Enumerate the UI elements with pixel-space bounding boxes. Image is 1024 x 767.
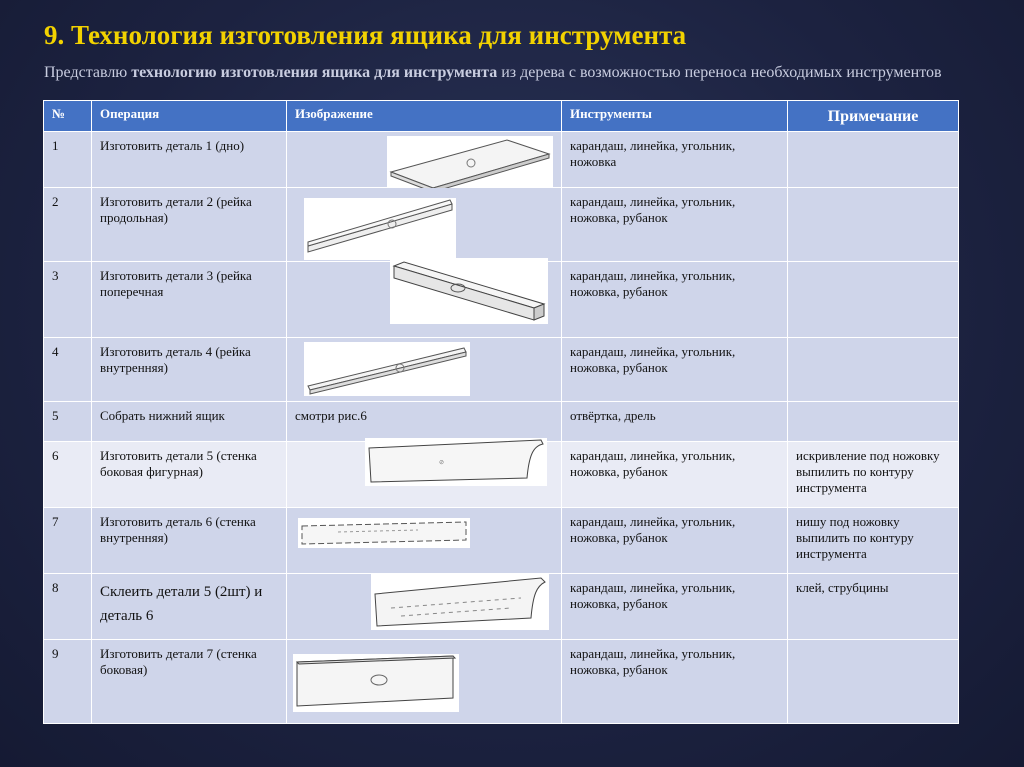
row-num: 1 xyxy=(44,132,92,188)
header-note: Примечание xyxy=(788,101,959,132)
header-tools: Инструменты xyxy=(562,101,788,132)
row-num: 3 xyxy=(44,262,92,338)
row-num: 5 xyxy=(44,402,92,442)
table-row xyxy=(44,574,959,640)
row-note xyxy=(788,188,959,262)
row-image xyxy=(287,508,562,574)
row-image-ref: смотри рис.6 xyxy=(287,402,562,442)
operations-table xyxy=(43,100,958,724)
row-operation: Изготовить деталь 1 (дно) xyxy=(92,132,287,188)
row-image xyxy=(287,574,562,640)
svg-text:⊘: ⊘ xyxy=(439,460,445,466)
row-tools: карандаш, линейка, угольник, ножовка, рубанок xyxy=(562,188,788,262)
row-image xyxy=(287,262,562,338)
row-image xyxy=(287,338,562,402)
row-note xyxy=(788,402,959,442)
subtitle: Представлю технологию изготовления ящика для инструмента из дерева с возможностью переноса необходимых инструментов xyxy=(44,64,942,81)
row-tools: карандаш, линейка, угольник, ножовка, рубанок xyxy=(562,574,788,640)
row-num: 4 xyxy=(44,338,92,402)
row-operation: Изготовить деталь 6 (стенка внутренняя) xyxy=(92,508,287,574)
row-tools: отвёртка, дрель xyxy=(562,402,788,442)
part-4-inner-rail-drawing xyxy=(304,342,470,396)
header-operation: Операция xyxy=(92,101,287,132)
row-note xyxy=(788,640,959,724)
row-num: 7 xyxy=(44,508,92,574)
row-operation: Изготовить деталь 4 (рейка внутренняя) xyxy=(92,338,287,402)
row-tools: карандаш, линейка, угольник, ножовка, рубанок xyxy=(562,338,788,402)
row-image xyxy=(287,132,562,188)
part-3-cross-rail-drawing xyxy=(390,258,548,324)
table-row xyxy=(44,508,959,574)
row-note xyxy=(788,262,959,338)
row-image xyxy=(287,442,562,508)
row-operation: Изготовить детали 7 (стенка боковая) xyxy=(92,640,287,724)
row-operation: Склеить детали 5 (2шт) и деталь 6 xyxy=(92,574,287,640)
row-num: 2 xyxy=(44,188,92,262)
row-tools: карандаш, линейка, угольник, ножовка, рубанок xyxy=(562,262,788,338)
table-row xyxy=(44,188,959,262)
row-operation: Изготовить детали 5 (стенка боковая фигурная) xyxy=(92,442,287,508)
part-7-side-wall-drawing xyxy=(293,654,459,712)
row-note xyxy=(788,338,959,402)
table-row xyxy=(44,442,959,508)
part-2-longitudinal-rail-drawing xyxy=(304,198,456,260)
table-row xyxy=(44,402,959,442)
row-note: клей, струбцины xyxy=(788,574,959,640)
table-row xyxy=(44,640,959,724)
part-5-shaped-side-wall-drawing xyxy=(365,438,547,486)
row-operation: Изготовить детали 2 (рейка продольная) xyxy=(92,188,287,262)
table-row xyxy=(44,262,959,338)
slide-title: 9. Технология изготовления ящика для инструмента xyxy=(44,20,687,50)
table-header-row xyxy=(44,101,959,132)
row-operation: Изготовить детали 3 (рейка поперечная xyxy=(92,262,287,338)
row-note: искривление под ножовку выпилить по контуру инструмента xyxy=(788,442,959,508)
row-num: 8 xyxy=(44,574,92,640)
row-operation: Собрать нижний ящик xyxy=(92,402,287,442)
row-note: нишу под ножовку выпилить по контуру инструмента xyxy=(788,508,959,574)
row-num: 6 xyxy=(44,442,92,508)
table-row xyxy=(44,132,959,188)
row-num: 9 xyxy=(44,640,92,724)
header-image: Изображение xyxy=(287,101,562,132)
row-image xyxy=(287,640,562,724)
header-num: № xyxy=(44,101,92,132)
row-image xyxy=(287,188,562,262)
part-5-6-glued-assembly-drawing xyxy=(371,574,549,630)
row-tools: карандаш, линейка, угольник, ножовка, рубанок xyxy=(562,508,788,574)
row-tools: карандаш, линейка, угольник, ножовка, рубанок xyxy=(562,640,788,724)
part-6-inner-wall-drawing xyxy=(298,518,470,548)
row-note xyxy=(788,132,959,188)
row-tools: карандаш, линейка, угольник, ножовка, рубанок xyxy=(562,442,788,508)
table-row xyxy=(44,338,959,402)
row-tools: карандаш, линейка, угольник, ножовка xyxy=(562,132,788,188)
